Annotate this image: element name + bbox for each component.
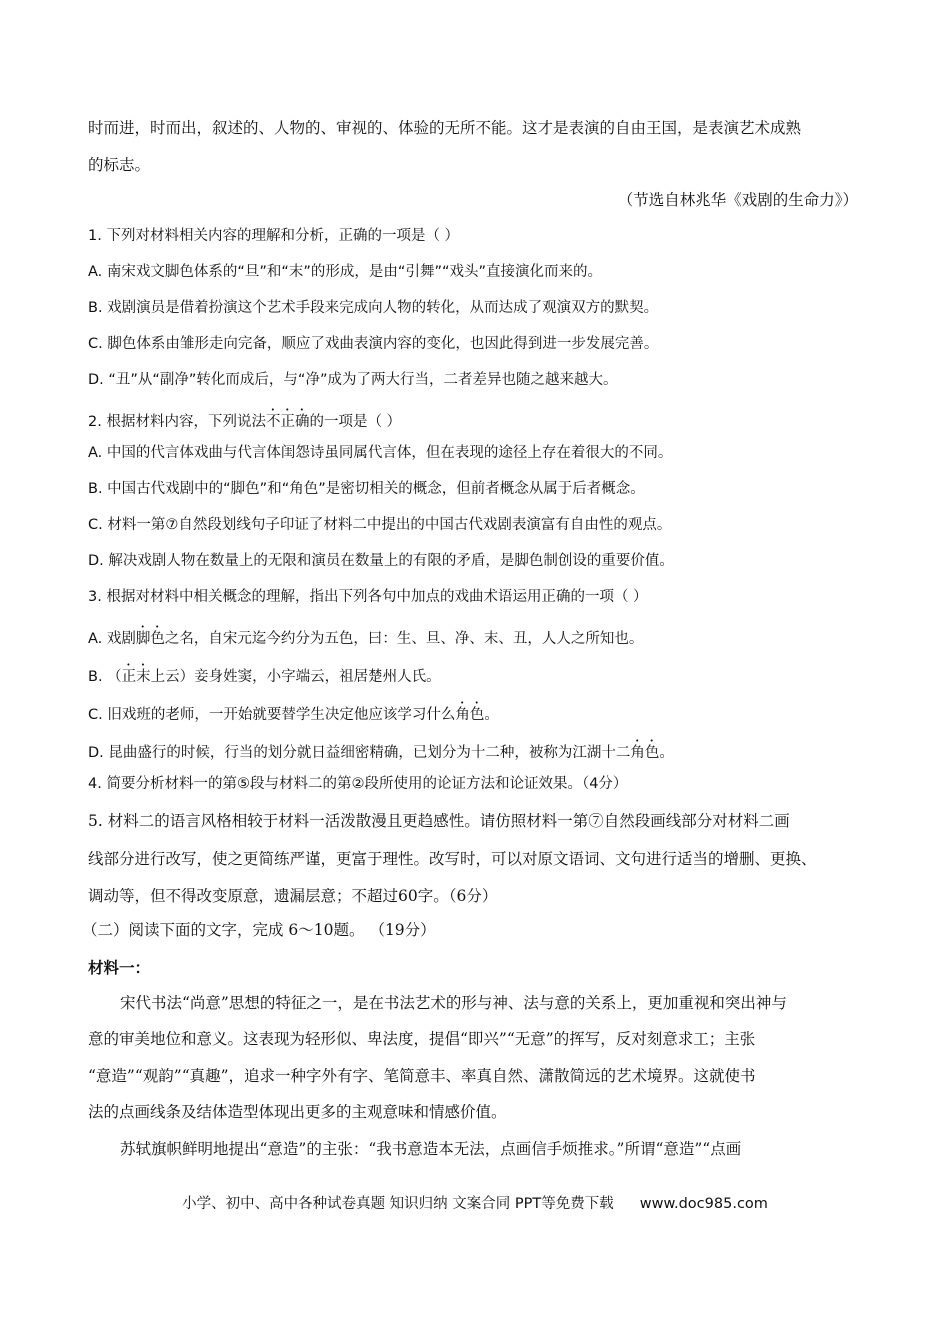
paragraph-line: 意的审美地位和意义。这表现为轻形似、卑法度，提倡“即兴”“无意”的挥写，反对刻意求工；主张 — [88, 1030, 756, 1048]
paragraph-line: “意造”“观韵”“真趣”，追求一种字外有字、笔简意丰、率真自然、潇散简远的艺术境界。这就使书 — [88, 1067, 756, 1085]
option-text: 。 — [484, 707, 499, 723]
emphasis-dotted-text: 角色 — [455, 707, 485, 723]
option-text: 上云）妾身姓窦，小字端云，祖居楚州人氏。 — [150, 669, 441, 685]
question-5-line: 5. 材料二的语言风格相较于材料一活泼散漫且更趋感性。请仿照材料一第⑦自然段画线部分对材料二画 — [88, 812, 790, 830]
question-2-text: 2. 根据材料内容，下列说法 — [88, 414, 266, 430]
question-2-option-c: C. 材料一第⑦自然段划线句子印证了材料二中提出的中国古代戏剧表演富有自由性的观点。 — [88, 517, 672, 533]
question-1: 1. 下列对材料相关内容的理解和分析，正确的一项是（ ） — [88, 228, 460, 244]
question-1-option-a: A. 南宋戏文脚色体系的“旦”和“末”的形成，是由“引舞”“戏头”直接演化而来的。 — [88, 264, 602, 280]
option-text: 。 — [659, 745, 674, 761]
paragraph-line: 的标志。 — [88, 156, 151, 174]
question-1-option-c: C. 脚色体系由雏形走向完备，顺应了戏曲表演内容的变化，也因此得到进一步发展完善。 — [88, 336, 659, 352]
question-2-option-b: B. 中国古代戏剧中的“脚色”和“角色”是密切相关的概念，但前者概念从属于后者概念。 — [88, 481, 645, 497]
option-text: A. 戏剧 — [88, 631, 136, 647]
question-5-line: 调动等，但不得改变原意，遗漏层意；不超过60字。（6分） — [88, 887, 498, 905]
section-2-heading: （二）阅读下面的文字，完成 6～10题。 （19分） — [82, 921, 436, 939]
emphasis-dotted-text: 不正确 — [265, 414, 310, 430]
question-1-option-d: D. “丑”从“副净”转化而成后，与“净”成为了两大行当，二者差异也随之越来越大。 — [88, 372, 618, 388]
emphasis-dotted-text: 脚色 — [135, 631, 165, 647]
source-citation: （节选自林兆华《戏剧的生命力》） — [617, 191, 858, 209]
page-footer — [0, 1192, 950, 1213]
question-3-option-c — [88, 699, 868, 725]
option-text: C. 旧戏班的老师，一开始就要替学生决定他应该学习什么 — [88, 707, 456, 723]
paragraph-line: 法的点画线条及结体造型体现出更多的主观意味和情感价值。 — [88, 1103, 507, 1121]
question-3-option-d — [88, 737, 868, 763]
question-3-option-a — [88, 623, 868, 649]
question-2-option-a: A. 中国的代言体戏曲与代言体闺怨诗虽同属代言体，但在表现的途径上存在着很大的不同。 — [88, 445, 673, 461]
option-text: 之名，自宋元迄今约分为五色，曰：生、旦、净、末、丑，人人之所知也。 — [164, 631, 644, 647]
option-text: D. 昆曲盛行的时候，行当的划分就日益细密精确，已划分为十二种，被称为江湖十二 — [88, 745, 631, 761]
question-5-line: 线部分进行改写，使之更简练严谨，更富于理性。改写时，可以对原文语词、文句进行适当的增删、更换、 — [88, 850, 817, 868]
question-2 — [88, 406, 868, 432]
question-3: 3. 根据对材料中相关概念的理解，指出下列各句中加点的戏曲术语运用正确的一项（ ） — [88, 589, 648, 605]
material-1-heading: 材料一： — [88, 958, 151, 977]
option-text: B. （ — [88, 669, 122, 685]
question-4: 4. 简要分析材料一的第⑤段与材料二的第②段所使用的论证方法和论证效果。（4分） — [88, 776, 628, 792]
paragraph-line: 时而进，时而出，叙述的、人物的、审视的、体验的无所不能。这才是表演的自由王国，是表演艺术成熟 — [88, 119, 802, 137]
emphasis-dotted-text: 角色 — [630, 745, 660, 761]
question-1-option-b: B. 戏剧演员是借着扮演这个艺术手段来完成向人物的转化，从而达成了观演双方的默契。 — [88, 300, 659, 316]
footer-text: 小学、初中、高中各种试卷真题 知识归纳 文案合同 PPT等免费下载 — [182, 1196, 614, 1212]
question-2-text: 的一项是（ ） — [309, 414, 402, 430]
paragraph-line: 苏轼旗帜鲜明地提出“意造”的主张：“我书意造本无法，点画信手烦推求。”所谓“意造”“点画 — [120, 1140, 742, 1158]
question-3-option-b — [88, 661, 868, 687]
emphasis-dotted-text: 正末 — [121, 669, 151, 685]
footer-url: www.doc985.com — [639, 1196, 768, 1212]
question-2-option-d: D. 解决戏剧人物在数量上的无限和演员在数量上的有限的矛盾，是脚色制创设的重要价值。 — [88, 553, 674, 569]
paragraph-line: 宋代书法“尚意”思想的特征之一，是在书法艺术的形与神、法与意的关系上，更加重视和突出神与 — [120, 994, 787, 1012]
